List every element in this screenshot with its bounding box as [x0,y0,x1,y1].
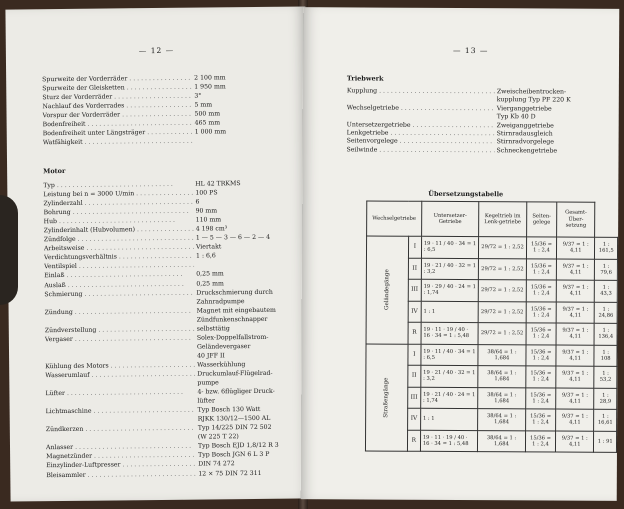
spec-label: Spurweite der Vorderräder . . . [42,74,192,85]
gear-number: IV [408,301,421,323]
spec-label: Zylinderinhalt (Hubvolumen) . . . [44,225,194,236]
spec-label: Sturz der Vorderräder . . . [42,92,192,103]
gear-number: III [408,387,421,409]
spec-value: Druckumlauf-Flügelrad- [197,369,273,378]
spec-label: Zylinderzahl . . . [43,198,193,209]
spec-label: Leistung bei n = 3000 U/min . . . [43,189,193,200]
gesamt-ratio: 1 : 79,6 [595,259,618,281]
gear-group-text: Straßengänge [383,377,390,418]
table-header-row [367,201,618,237]
spec-label: Wasserumlauf . . . [45,370,195,381]
spec-value: Zweischeibentrocken- [496,88,567,96]
spec-value: 100 PS [195,189,218,197]
seiten-ratio: 9/37 = 1 : 4,11 [556,388,594,410]
left-page [5,6,310,501]
header-seitengelege: Seiten-gelege [526,202,556,237]
spec-row [347,146,607,156]
spec-label: Schmierung . . . [44,288,194,299]
spec-label: Vorspur der Vorderräder . . . [43,110,193,121]
page-number-right: — 13 — [453,45,489,56]
seiten-ratio: 9/37 = 1 : 4,11 [556,366,594,388]
spec-label: Lenkgetriebe . . . [347,129,495,138]
spec-label: Einlaß . . . [44,270,194,281]
spec-label: Kupplung . . . [347,87,495,96]
kegeltrieb-ratio: 15/36 = 1 : 2,4 [526,344,556,366]
kegeltrieb-ratio: 15/36 = 1 : 2,4 [526,280,556,302]
spec-value: Magnet mit eingebautem [196,306,276,315]
spec-label: Typ . . . [43,180,193,191]
kegeltrieb-ratio: 15/36 = 1 : 2,4 [525,430,555,452]
wechsel-ratio: 1 : 1 [421,301,478,323]
motor-specs [43,179,286,480]
untersetzer-ratio: 38/64 = 1 : 1,684 [478,409,526,431]
spec-value: 1 950 mm [194,83,226,91]
wechsel-ratio: 19 · 11 · 19 / 40 · 16 · 34 = 1 : 5,48 [420,430,477,452]
spec-label: Hub . . . [44,216,194,227]
gear-number: R [407,430,420,452]
spec-value: 1 000 mm [194,128,227,136]
gesamt-ratio: 1 : 136,4 [594,323,617,345]
gesamt-ratio: 1 : 16,61 [594,409,617,431]
wechsel-ratio: 19 · 29 / 40 · 24 = 1 : 1,74 [421,279,478,301]
spec-value: (W 225 T 22) [197,433,239,441]
spec-label: Verdichtungsverhältnis . . . [44,252,194,263]
gear-number: I [408,344,421,366]
spec-label: Zündkerzen . . . [46,424,196,435]
spec-row [347,104,607,114]
gear-group-text: Geländegänge [384,269,391,311]
seiten-ratio: 9/37 = 1 : 4,11 [556,323,594,345]
wechsel-ratio: 19 · 11 · 19 / 40 · 16 · 34 = 1 : 5,48 [421,322,478,344]
spec-value: 4- bzw. 6flügliger Druck- [197,387,275,396]
spec-value: 465 mm [194,119,221,127]
gesamt-ratio: 1 : 43,3 [595,280,618,302]
gear-group-label [366,236,408,344]
seiten-ratio: 9/37 = 1 : 4,11 [556,431,594,453]
spec-label: Anlasser . . . [46,442,196,453]
spec-value: Viertakt [195,243,222,251]
spec-value: Typ 14/225 DIN 72 502 [197,424,272,432]
kegeltrieb-ratio: 15/36 = 1 : 2,4 [526,301,556,323]
page-number-left: — 12 — [138,45,175,56]
table-row [366,344,617,367]
spec-label: Zündfolge . . . [44,234,194,245]
wechsel-ratio: 19 · 21 / 40 · 32 = 1 : 3,2 [421,365,478,387]
spec-label: Seitenvorgelege . . . [347,138,495,147]
header-gesamt: Gesamt-Über-setzung [557,202,595,237]
spec-value: 4 198 cm³ [195,225,228,233]
kegeltrieb-ratio: 15/36 = 1 : 2,4 [526,323,556,345]
spec-value: 500 mm [194,110,221,118]
spec-label: Lüfter . . . [45,388,195,399]
spec-label: Watfähigkeit . . . [43,137,193,148]
spec-value: 12 × 75 DIN 72 311 [198,469,262,478]
untersetzer-ratio: 29/72 = 1 : 2,52 [478,301,526,323]
dimension-specs [42,73,283,148]
header-kegeltrieb: Kegeltrieb im Lenk-getriebe [479,202,527,237]
untersetzer-ratio: 38/64 = 1 : 1,684 [478,430,526,452]
gesamt-ratio: 1 : 53,2 [594,366,617,388]
untersetzer-ratio: 29/72 = 1 : 2,52 [478,323,526,345]
spec-row [46,468,286,480]
spec-value: 0,25 mm [196,279,224,288]
spec-value: Typ Kb 40 D [496,113,536,121]
spec-value: Geländevergaser [196,342,251,351]
untersetzer-ratio: 29/72 = 1 : 2,52 [478,280,526,302]
spec-label: Bodenfreiheit . . . [43,119,193,130]
seiten-ratio: 9/37 = 1 : 4,11 [556,280,594,302]
page-clip [0,195,18,305]
spec-label: Vergaser . . . [45,333,195,344]
spec-value: 2 100 mm [194,74,226,82]
spec-value: Typ Bosch JGN 6 L 3 P [198,451,270,459]
gesamt-ratio: 1 : 24,86 [595,302,618,324]
spec-value: Zweiganggetriebe [496,121,554,130]
triebwerk-heading: Triebwerk [346,74,384,83]
spec-value: 0,25 mm [196,270,224,279]
spec-value: 40 JFF II [197,352,225,360]
spec-row [347,87,607,97]
table-body [365,236,617,452]
kegeltrieb-ratio: 15/36 = 1 : 2,4 [526,258,556,280]
spec-value: Solex-Doppelfallstrom- [196,333,269,342]
spec-label: Bleisammler . . . [46,469,196,480]
seiten-ratio: 9/37 = 1 : 4,11 [556,302,594,324]
motor-heading: Motor [43,166,66,176]
spec-value: 6 [195,198,200,206]
gear-number: R [408,322,421,344]
spec-value: Typ Bosch EJD 1,8/12 R 3 [197,442,279,450]
spec-label: Bohrung . . . [44,207,194,218]
spec-label: Bodenfreiheit unter Längsträger . . . [43,128,193,139]
gesamt-ratio: 1 : 161,5 [595,237,618,259]
spec-value: 90 mm [195,207,218,215]
spec-value: 5 mm [194,101,213,109]
seiten-ratio: 9/37 = 1 : 4,11 [556,409,594,431]
gear-number: I [408,236,421,258]
spec-label: Zündverstellung . . . [45,324,195,335]
spec-row [43,136,283,148]
spec-value: 1 : 6,6 [195,252,216,260]
wechsel-ratio: 19 · 11 / 40 · 34 = 1 : 6,5 [421,236,478,258]
gear-group-label [365,344,407,452]
wechsel-ratio: 19 · 11 / 40 · 34 = 1 : 6,5 [421,344,478,366]
kegeltrieb-ratio: 15/36 = 1 : 2,4 [526,237,556,259]
triebwerk-specs [347,87,607,156]
spec-label: Zündung . . . [45,306,195,317]
gear-ratio-table [365,201,618,453]
seiten-ratio: 9/37 = 1 : 4,11 [556,345,594,367]
spec-label: Ventilspiel . . . [44,261,194,272]
spec-value: DIN 74 272 [198,460,235,469]
spec-label: Kühlung des Motors . . . [45,361,195,372]
untersetzer-ratio: 29/72 = 1 : 2,52 [479,237,527,259]
spec-value: Stirnradvorgelege [496,138,554,146]
spec-value: Vierganggetriebe [496,105,552,113]
untersetzer-ratio: 29/72 = 1 : 2,52 [479,258,527,280]
header-wechselgetriebe: Wechselgetriebe [367,201,422,236]
spec-value: pumpe [197,379,219,387]
gear-number: IV [407,408,420,430]
spec-label: Seilwinde . . . [347,146,495,155]
spec-value: Wasserkühlung [197,361,246,369]
untersetzer-ratio: 38/64 = 1 : 1,684 [478,344,526,366]
spec-label: Nachlauf des Vorderrades . . . [42,101,192,112]
spec-label: Auslaß . . . [44,279,194,290]
spec-value: Zahnradpumpe [196,297,245,306]
spec-value: Schneckengetriebe [496,147,558,155]
untersetzer-ratio: 38/64 = 1 : 1,684 [478,366,526,388]
spec-value: 3° [194,92,202,100]
header-untersetzer: Untersetzer-Getriebe [421,201,479,236]
gesamt-ratio: 1 : 91 [594,431,617,453]
right-page [301,7,620,501]
gear-number: II [408,258,421,280]
spec-value: selbsttätig [196,325,230,333]
kegeltrieb-ratio: 15/36 = 1 : 2,4 [526,387,556,409]
table-title: Übersetzungstabelle [428,189,504,199]
seiten-ratio: 9/37 = 1 : 4,11 [556,259,594,281]
spec-value: Stirnradausgleich [496,130,553,138]
spec-value: HL 42 TRKMS [195,180,241,188]
spec-value: Zündfunkenschnapper [196,315,268,324]
seiten-ratio: 9/37 = 1 : 4,11 [557,237,595,259]
gesamt-ratio: 1 : 28,9 [594,388,617,410]
kegeltrieb-ratio: 15/36 = 1 : 2,4 [525,409,555,431]
spec-value: Druckschmierung durch [196,288,273,297]
spec-value: 1 — 5 — 3 — 6 — 2 — 4 [195,234,271,242]
spec-value: RJKK 130/12—1500 AL [197,415,271,423]
spec-label: Magnetzünder . . . [46,451,196,462]
kegeltrieb-ratio: 15/36 = 1 : 2,4 [526,366,556,388]
wechsel-ratio: 19 · 21 / 40 · 24 = 1 : 1,74 [421,387,478,409]
gear-number: III [408,279,421,301]
spec-label: Einzylinder-Luftpresser . . . [46,460,196,471]
spec-label: Spurweite der Gleisketten . . . [42,83,192,94]
spec-value: lüfter [197,397,215,405]
untersetzer-ratio: 38/64 = 1 : 1,684 [478,387,526,409]
wechsel-ratio: 19 · 21 / 40 · 32 = 1 : 3,2 [421,258,478,280]
wechsel-ratio: 1 : 1 [420,408,477,430]
table-row [366,236,617,259]
spec-value: kupplung Typ PF 220 K [496,96,571,104]
spec-label: Wechselgetriebe . . . [347,104,495,113]
spec-label: Arbeitsweise . . . [44,243,194,254]
gear-number: II [408,365,421,387]
spec-value: Typ Bosch 130 Watt [197,406,261,414]
gesamt-ratio: 1 : 108 [594,345,617,367]
spec-label: Untersetzergetriebe . . . [347,121,495,130]
spec-label: Lichtmaschine . . . [46,406,196,417]
spec-value: 110 mm [195,216,222,224]
